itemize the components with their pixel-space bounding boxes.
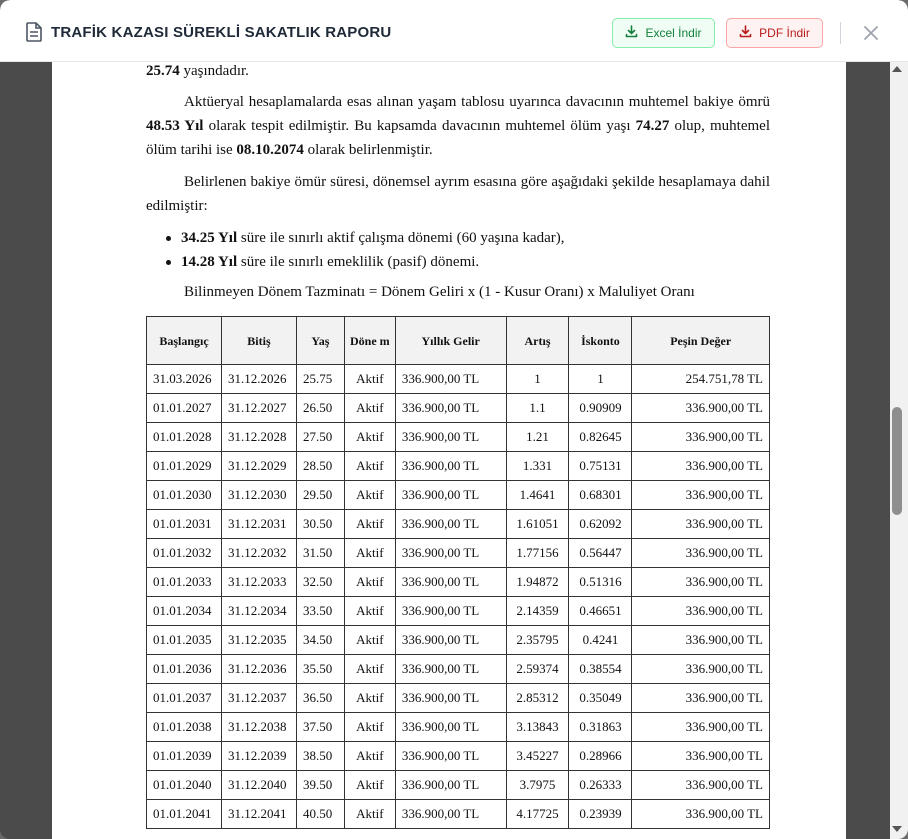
table-cell: 336.900,00 TL	[632, 626, 770, 655]
table-cell: 1.94872	[506, 568, 569, 597]
table-cell: 1.1	[506, 394, 569, 423]
table-cell: 01.01.2033	[147, 568, 222, 597]
table-cell: 01.01.2029	[147, 452, 222, 481]
col-header: İskonto	[569, 317, 632, 365]
table-cell: 336.900,00 TL	[395, 481, 506, 510]
table-cell: 336.900,00 TL	[632, 568, 770, 597]
table-cell: 3.45227	[506, 742, 569, 771]
table-cell: 31.12.2041	[221, 800, 296, 829]
table-cell: Aktif	[344, 713, 395, 742]
table-cell: 336.900,00 TL	[395, 597, 506, 626]
table-row	[147, 423, 770, 452]
col-header: Döne m	[344, 317, 395, 365]
table-cell: 336.900,00 TL	[395, 800, 506, 829]
document-icon	[26, 22, 42, 42]
table-cell: 33.50	[296, 597, 344, 626]
table-cell: Aktif	[344, 394, 395, 423]
table-cell: 31.12.2030	[221, 481, 296, 510]
modal-header	[0, 0, 908, 62]
table-cell: 0.4241	[569, 626, 632, 655]
table-row	[147, 539, 770, 568]
table-cell: 31.12.2037	[221, 684, 296, 713]
table-row	[147, 800, 770, 829]
table-cell: 25.75	[296, 365, 344, 394]
table-cell: 1.61051	[506, 510, 569, 539]
header-divider	[840, 22, 841, 44]
table-row	[147, 510, 770, 539]
scroll-down-icon[interactable]	[892, 826, 902, 832]
table-cell: 0.90909	[569, 394, 632, 423]
table-cell: 36.50	[296, 684, 344, 713]
table-cell: 0.23939	[569, 800, 632, 829]
report-page	[52, 62, 846, 839]
table-cell: 336.900,00 TL	[632, 597, 770, 626]
table-cell: 1	[506, 365, 569, 394]
table-row	[147, 742, 770, 771]
table-cell: 01.01.2040	[147, 771, 222, 800]
col-header: Bitiş	[221, 317, 296, 365]
table-cell: 31.12.2040	[221, 771, 296, 800]
table-header-row	[147, 317, 770, 365]
table-cell: 0.35049	[569, 684, 632, 713]
table-cell: 4.17725	[506, 800, 569, 829]
table-cell: 336.900,00 TL	[395, 684, 506, 713]
table-cell: 1.77156	[506, 539, 569, 568]
table-cell: Aktif	[344, 510, 395, 539]
table-cell: 336.900,00 TL	[395, 742, 506, 771]
period-list	[146, 226, 770, 274]
table-cell: 01.01.2041	[147, 800, 222, 829]
table-cell: Aktif	[344, 684, 395, 713]
viewer-margin-left	[0, 62, 52, 839]
pdf-download-button[interactable]	[726, 18, 823, 48]
table-cell: Aktif	[344, 800, 395, 829]
table-row	[147, 568, 770, 597]
table-cell: 336.900,00 TL	[395, 365, 506, 394]
table-cell: 0.68301	[569, 481, 632, 510]
list-item: 34.25 Yıl süre ile sınırlı aktif çalışma dönemi (60 yaşına kadar),	[146, 226, 770, 250]
table-cell: 2.14359	[506, 597, 569, 626]
table-cell: 29.50	[296, 481, 344, 510]
table-cell: 01.01.2031	[147, 510, 222, 539]
table-row	[147, 452, 770, 481]
table-cell: 01.01.2036	[147, 655, 222, 684]
table-cell: 39.50	[296, 771, 344, 800]
table-cell: 336.900,00 TL	[632, 742, 770, 771]
table-cell: 336.900,00 TL	[395, 423, 506, 452]
table-cell: 2.85312	[506, 684, 569, 713]
table-cell: 336.900,00 TL	[395, 394, 506, 423]
age-value: 25.74	[146, 63, 180, 79]
table-cell: 0.26333	[569, 771, 632, 800]
table-cell: 31.12.2035	[221, 626, 296, 655]
table-cell: 0.51316	[569, 568, 632, 597]
table-cell: 31.12.2028	[221, 423, 296, 452]
table-cell: 336.900,00 TL	[632, 800, 770, 829]
table-row	[147, 626, 770, 655]
table-cell: Aktif	[344, 771, 395, 800]
table-cell: 3.7975	[506, 771, 569, 800]
formula-text: Bilinmeyen Dönem Tazminatı = Dönem Geliri x (1 - Kusur Oranı) x Maluliyet Oranı	[184, 284, 695, 300]
table-cell: 0.75131	[569, 452, 632, 481]
table-cell: 31.12.2036	[221, 655, 296, 684]
table-cell: 336.900,00 TL	[395, 626, 506, 655]
table-cell: 336.900,00 TL	[632, 713, 770, 742]
table-cell: Aktif	[344, 423, 395, 452]
table-cell: 336.900,00 TL	[632, 539, 770, 568]
table-cell: 336.900,00 TL	[395, 568, 506, 597]
table-cell: Aktif	[344, 597, 395, 626]
table-cell: 336.900,00 TL	[395, 539, 506, 568]
table-cell: 31.12.2038	[221, 713, 296, 742]
col-header: Peşin Değer	[632, 317, 770, 365]
col-header: Yaş	[296, 317, 344, 365]
table-cell: 01.01.2038	[147, 713, 222, 742]
table-cell: 336.900,00 TL	[632, 684, 770, 713]
paragraph-age: 25.74 yaşındadır.	[146, 63, 249, 79]
table-cell: 26.50	[296, 394, 344, 423]
excel-button-label: Excel İndir	[645, 26, 702, 40]
table-cell: 1.21	[506, 423, 569, 452]
table-cell: Aktif	[344, 568, 395, 597]
table-cell: 0.82645	[569, 423, 632, 452]
col-header: Yıllık Gelir	[395, 317, 506, 365]
table-cell: 2.35795	[506, 626, 569, 655]
table-row	[147, 365, 770, 394]
col-header: Başlangıç	[147, 317, 222, 365]
table-cell: 336.900,00 TL	[632, 394, 770, 423]
close-icon[interactable]	[860, 22, 882, 44]
table-cell: 0.56447	[569, 539, 632, 568]
table-cell: 38.50	[296, 742, 344, 771]
table-cell: 34.50	[296, 626, 344, 655]
table-cell: 01.01.2039	[147, 742, 222, 771]
table-cell: 31.12.2032	[221, 539, 296, 568]
table-cell: Aktif	[344, 452, 395, 481]
modal-title: TRAFİK KAZASI SÜREKLİ SAKATLIK RAPORU	[51, 24, 392, 41]
table-row	[147, 597, 770, 626]
table-cell: 0.28966	[569, 742, 632, 771]
viewer-margin-right	[846, 62, 890, 839]
table-cell: 3.13843	[506, 713, 569, 742]
table-cell: 31.12.2039	[221, 742, 296, 771]
table-cell: 01.01.2032	[147, 539, 222, 568]
excel-download-button[interactable]	[612, 18, 715, 48]
table-cell: Aktif	[344, 539, 395, 568]
table-cell: 37.50	[296, 713, 344, 742]
table-cell: 0.38554	[569, 655, 632, 684]
pdf-button-label: PDF İndir	[759, 26, 810, 40]
table-cell: 1.331	[506, 452, 569, 481]
table-cell: 31.12.2033	[221, 568, 296, 597]
table-cell: 01.01.2027	[147, 394, 222, 423]
table-row	[147, 394, 770, 423]
table-cell: Aktif	[344, 481, 395, 510]
table-cell: 01.01.2030	[147, 481, 222, 510]
col-header: Artış	[506, 317, 569, 365]
table-cell: 27.50	[296, 423, 344, 452]
table-cell: 336.900,00 TL	[395, 771, 506, 800]
table-row	[147, 713, 770, 742]
table-cell: Aktif	[344, 655, 395, 684]
table-cell: 336.900,00 TL	[632, 771, 770, 800]
table-cell: 1.4641	[506, 481, 569, 510]
table-cell: 336.900,00 TL	[632, 655, 770, 684]
table-cell: 336.900,00 TL	[395, 713, 506, 742]
table-cell: 31.12.2029	[221, 452, 296, 481]
table-cell: 01.01.2028	[147, 423, 222, 452]
table-cell: 336.900,00 TL	[395, 510, 506, 539]
table-cell: 336.900,00 TL	[632, 510, 770, 539]
table-row	[147, 684, 770, 713]
download-icon	[625, 25, 638, 41]
table-cell: Aktif	[344, 365, 395, 394]
download-icon	[739, 25, 752, 41]
table-cell: 336.900,00 TL	[395, 655, 506, 684]
table-cell: 31.12.2031	[221, 510, 296, 539]
table-cell: 336.900,00 TL	[632, 452, 770, 481]
table-row	[147, 771, 770, 800]
scroll-up-icon[interactable]	[892, 66, 902, 72]
table-cell: 336.900,00 TL	[395, 452, 506, 481]
calculation-table	[146, 316, 770, 829]
table-cell: Aktif	[344, 626, 395, 655]
table-cell: 0.31863	[569, 713, 632, 742]
table-cell: 254.751,78 TL	[632, 365, 770, 394]
table-row	[147, 481, 770, 510]
table-cell: 31.12.2034	[221, 597, 296, 626]
scrollbar-thumb[interactable]	[892, 407, 902, 515]
table-cell: 0.46651	[569, 597, 632, 626]
table-cell: 336.900,00 TL	[632, 423, 770, 452]
table-cell: 31.12.2027	[221, 394, 296, 423]
paragraph-period-intro: Belirlenen bakiye ömür süresi, dönemsel ayrım esasına göre aşağıdaki şekilde hesaplamaya dahil edilmiştir:	[146, 174, 770, 214]
paragraph-life-expectancy: Aktüeryal hesaplamalarda esas alınan yaşam tablosu uyarınca davacının muhtemel bakiye ömrü 48.53 Yıl olarak tespit edilmiştir. Bu kapsamda davacının muhtemel ölüm yaşı 74.27 olup, muhtemel ölüm tarihi ise 08.10.2074 olarak belirlenmiştir.	[146, 94, 770, 158]
table-cell: 2.59374	[506, 655, 569, 684]
table-cell: 30.50	[296, 510, 344, 539]
table-cell: 31.50	[296, 539, 344, 568]
list-item: 14.28 Yıl süre ile sınırlı emeklilik (pasif) dönemi.	[146, 250, 770, 274]
table-cell: 35.50	[296, 655, 344, 684]
table-row	[147, 655, 770, 684]
table-cell: 31.12.2026	[221, 365, 296, 394]
table-cell: 01.01.2035	[147, 626, 222, 655]
table-cell: 0.62092	[569, 510, 632, 539]
table-cell: 31.03.2026	[147, 365, 222, 394]
table-cell: Aktif	[344, 742, 395, 771]
table-cell: 40.50	[296, 800, 344, 829]
table-cell: 32.50	[296, 568, 344, 597]
table-cell: 1	[569, 365, 632, 394]
table-cell: 01.01.2034	[147, 597, 222, 626]
table-cell: 336.900,00 TL	[632, 481, 770, 510]
table-cell: 01.01.2037	[147, 684, 222, 713]
table-cell: 28.50	[296, 452, 344, 481]
